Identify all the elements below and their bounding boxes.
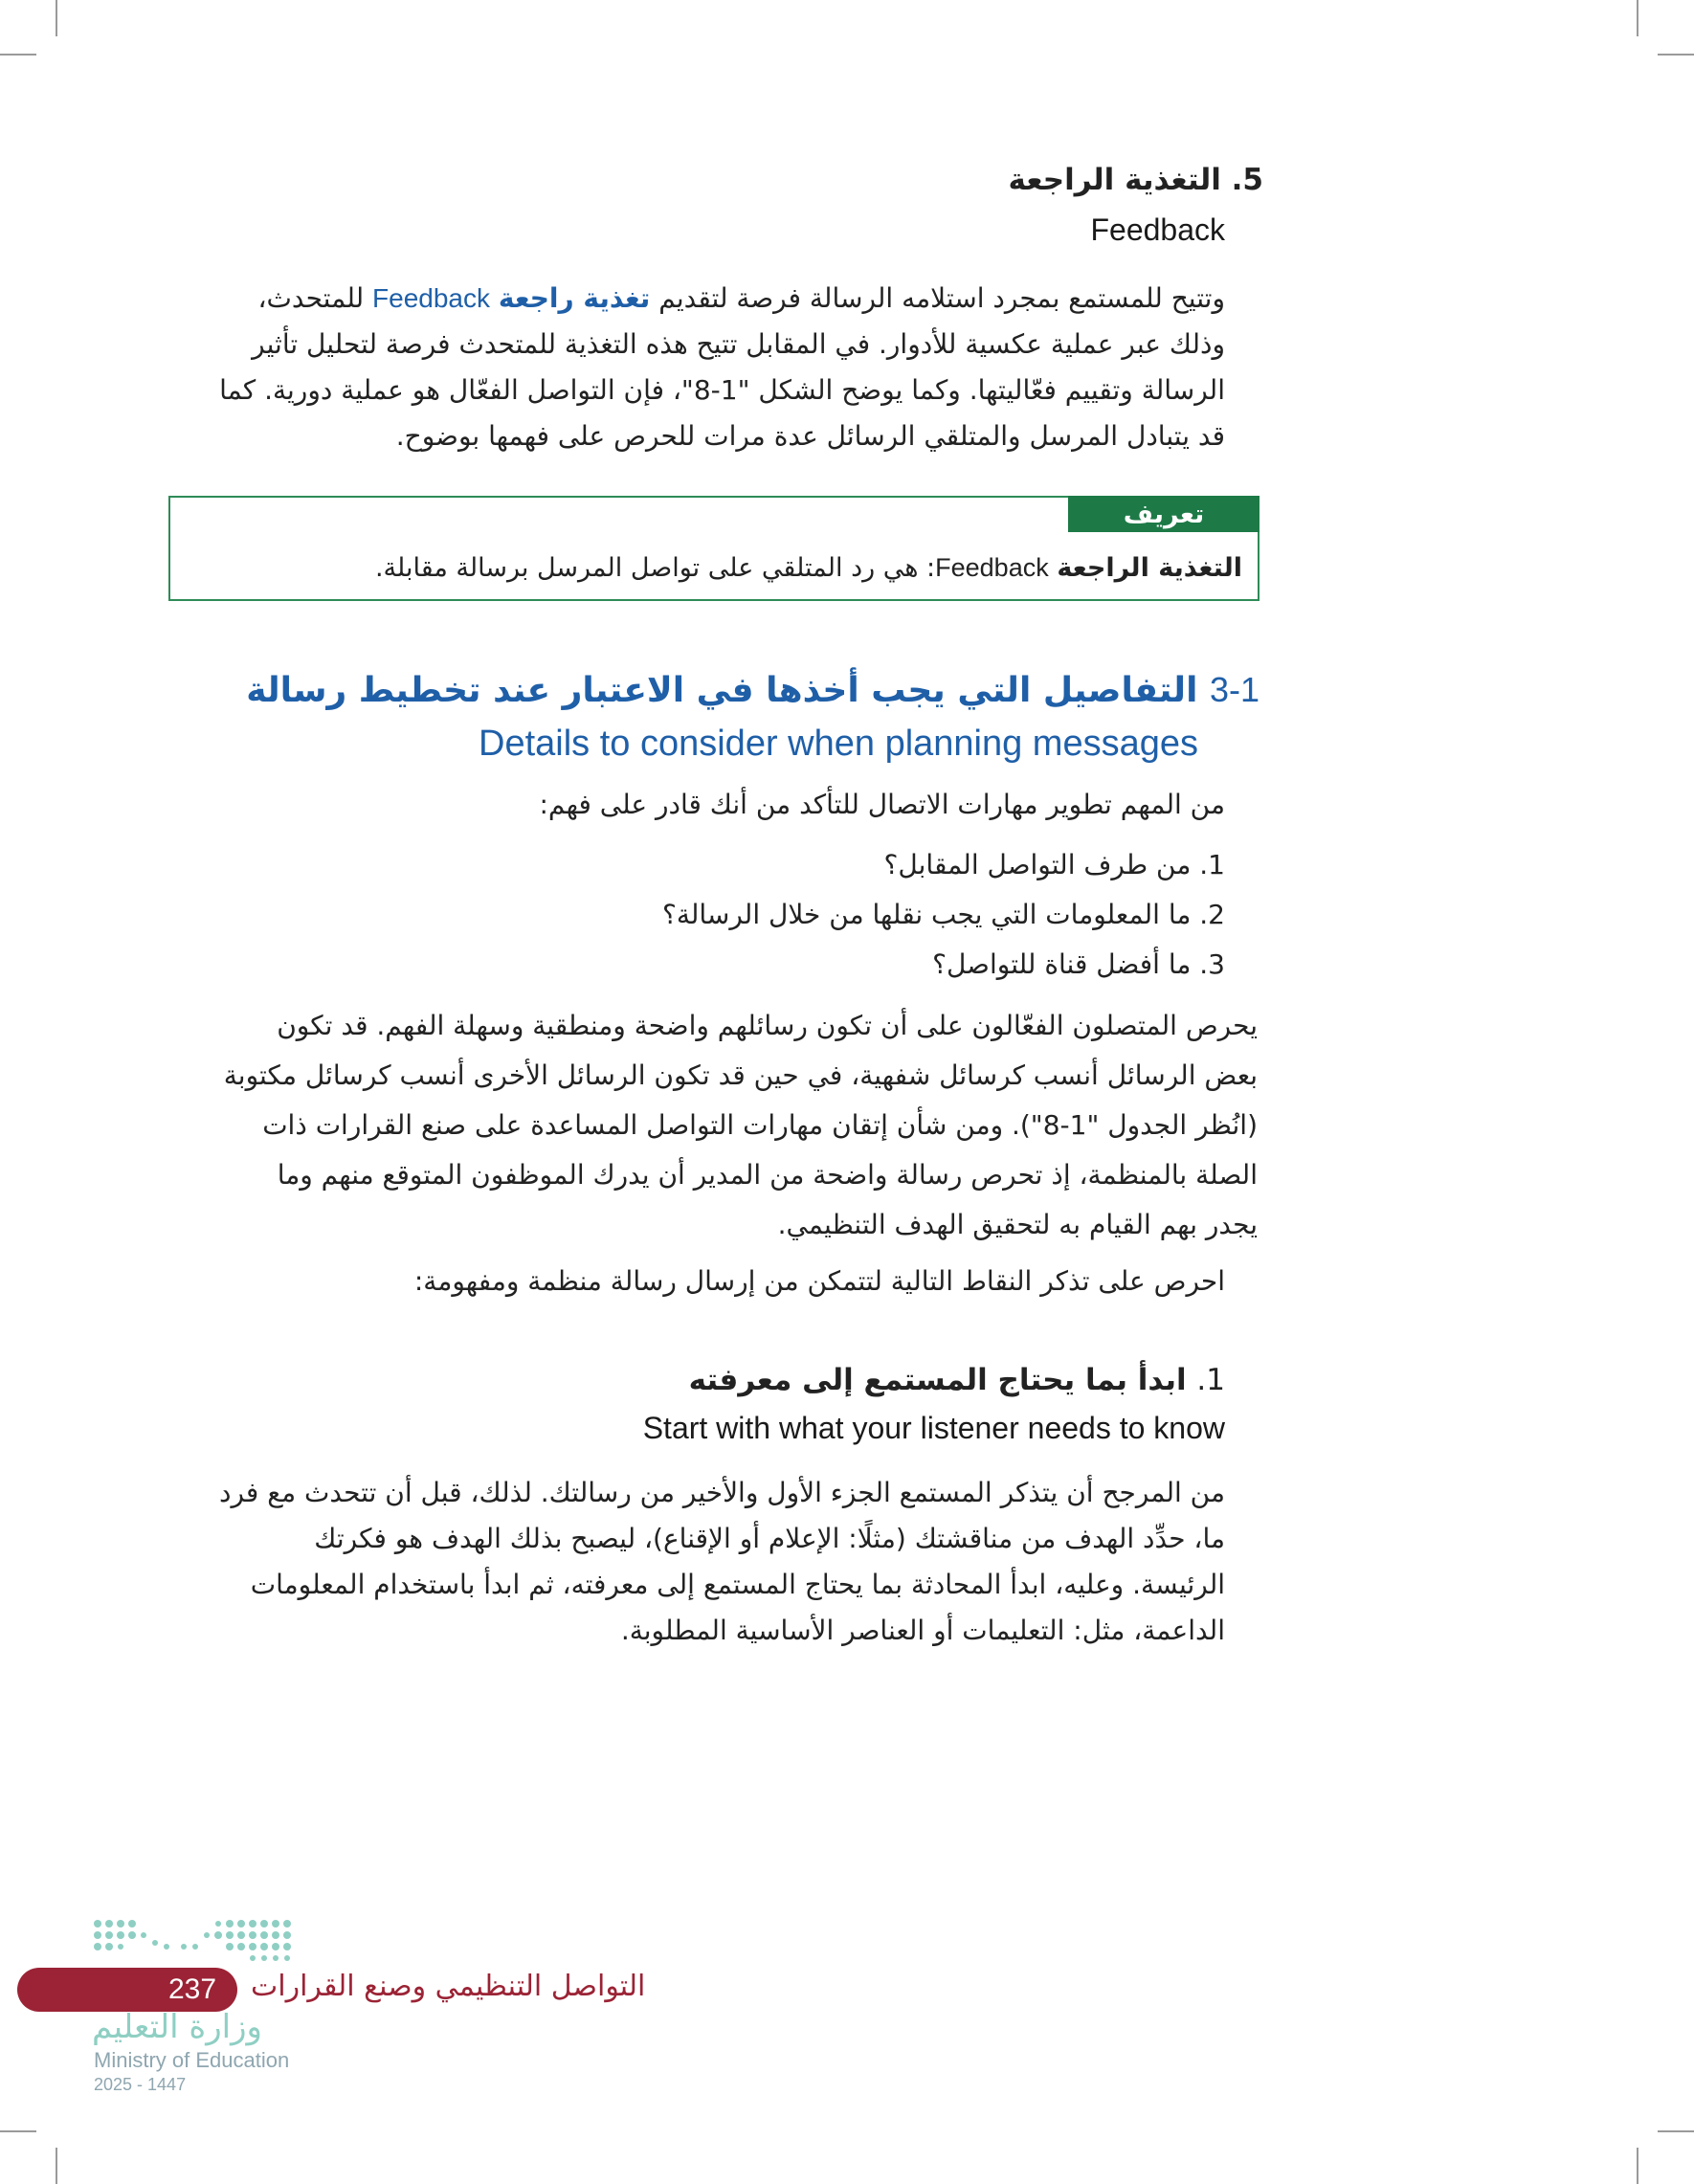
- paragraph-line: الرسالة وتقييم فعّاليتها. وكما يوضح الشكل "1-8"، فإن التواصل الفعّال هو عملية دورية. كما: [219, 374, 1225, 406]
- definition-tag: تعريف: [1068, 496, 1259, 532]
- paragraph-line: من المرجح أن يتذكر المستمع الجزء الأول والأخير من رسالتك. لذلك، قبل أن تتحدث مع فرد: [219, 1477, 1225, 1508]
- list-item: 1. من طرف التواصل المقابل؟: [883, 849, 1225, 880]
- point1-paragraph: [168, 1470, 1225, 1654]
- feedback-term-en: Feedback: [372, 283, 490, 313]
- ministry-year: 2025 - 1447: [94, 2075, 187, 2094]
- section5-title-en: Feedback: [1090, 212, 1225, 247]
- crop-mark: [1658, 2130, 1694, 2132]
- definition-term-en: Feedback: [935, 553, 1049, 582]
- definition-text: [375, 553, 1242, 583]
- section31-paragraph: [168, 1001, 1258, 1250]
- crop-mark: [1658, 54, 1694, 56]
- section5-paragraph: [168, 276, 1225, 459]
- point1-number: 1.: [1196, 1363, 1225, 1397]
- section31-heading: [246, 670, 1259, 710]
- crop-mark: [0, 2130, 36, 2132]
- definition-term-ar: التغذية الراجعة: [1057, 553, 1242, 583]
- definition-box: [168, 496, 1259, 601]
- section31-number: 3-1: [1209, 670, 1259, 709]
- ministry-name-ar: وزارة التعليم: [92, 2008, 262, 2046]
- section31-intro: من المهم تطوير مهارات الاتصال للتأكد من أنك قادر على فهم:: [539, 789, 1225, 820]
- ministry-logo-icon: [92, 1918, 302, 1972]
- crop-mark: [56, 0, 57, 36]
- paragraph-line: الرئيسة. وعليه، ابدأ المحادثة بما يحتاج المستمع إلى معرفته، ثم ابدأ باستخدام المعلومات: [250, 1569, 1225, 1600]
- list-item: 2. ما المعلومات التي يجب نقلها من خلال الرسالة؟: [661, 899, 1225, 930]
- crop-mark: [0, 54, 36, 56]
- paragraph-line: الداعمة، مثل: التعليمات أو العناصر الأساسية المطلوبة.: [620, 1615, 1225, 1646]
- paragraph-line: بعض الرسائل أنسب كرسائل شفهية، في حين قد تكون الرسائل الأخرى أنسب كرسائل مكتوبة: [223, 1059, 1258, 1091]
- paragraph-line: وذلك عبر عملية عكسية للأدوار. في المقابل تتيح هذه التغذية للمتحدث فرصة لتحليل تأثير: [252, 328, 1225, 360]
- crop-mark: [1637, 2148, 1638, 2184]
- crop-mark: [56, 2148, 57, 2184]
- list-item: 3. ما أفضل قناة للتواصل؟: [932, 948, 1225, 980]
- paragraph-line: يحرص المتصلون الفعّالون على أن تكون رسائلهم واضحة ومنطقية وسهلة الفهم. قد تكون: [277, 1010, 1258, 1041]
- paragraph-line: الصلة بالمنظمة، إذ تحرص رسالة واضحة من المدير أن يدرك الموظفون المتوقع منهم وما: [277, 1159, 1258, 1191]
- section31-title: التفاصيل التي يجب أخذها في الاعتبار عند تخطيط رسالة: [246, 671, 1198, 710]
- page-number: 237: [167, 1973, 217, 2005]
- point1-title: ابدأ بما يحتاج المستمع إلى معرفته: [688, 1363, 1187, 1397]
- ministry-name-en: Ministry of Education: [94, 2048, 290, 2072]
- crop-mark: [1637, 0, 1638, 36]
- paragraph-line: يجدر بهم القيام به لتحقيق الهدف التنظيمي.: [777, 1209, 1258, 1240]
- paragraph-line: قد يتبادل المرسل والمتلقي الرسائل عدة مرات للحرص على فهمها بوضوح.: [395, 420, 1225, 452]
- paragraph-line: (انُظر الجدول "1-8"). ومن شأن إتقان مهارات التواصل المساعدة على صنع القرارات ذات: [262, 1109, 1258, 1141]
- section5-title: التغذية الراجعة: [1008, 163, 1221, 197]
- section5-heading: [1008, 163, 1263, 197]
- definition-body: : هي رد المتلقي على تواصل المرسل برسالة مقابلة.: [374, 553, 936, 583]
- point1-heading: [689, 1363, 1225, 1397]
- section5-number: 5.: [1231, 163, 1263, 197]
- point1-title-en: Start with what your listener needs to know: [642, 1411, 1225, 1445]
- paragraph-line: ما، حدِّد الهدف من مناقشتك (مثلًا: الإعلام أو الإقناع)، ليصبح بذلك الهدف هو فكرتك: [314, 1523, 1225, 1554]
- questions-list: [662, 840, 1225, 990]
- section31-title-en: Details to consider when planning messages: [479, 724, 1198, 764]
- feedback-term-ar: تغذية راجعة: [498, 282, 651, 314]
- chapter-title: التواصل التنظيمي وصنع القرارات: [251, 1970, 646, 2003]
- section31-reminder: احرص على تذكر النقاط التالية لتتمكن من إرسال رسالة منظمة ومفهومة:: [413, 1265, 1225, 1297]
- paragraph-line: وتتيح للمستمع بمجرد استلامه الرسالة فرصة لتقديم تغذية راجعة Feedback للمتحدث،: [257, 282, 1225, 314]
